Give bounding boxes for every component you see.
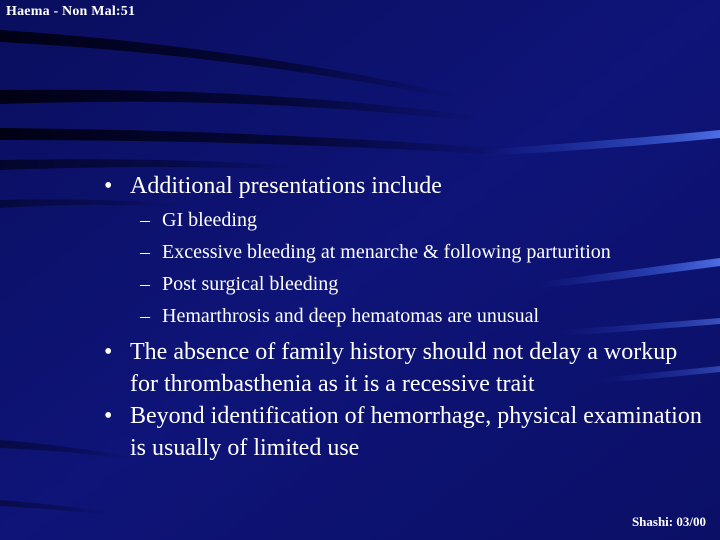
sub-bullet-item (100, 268, 710, 300)
sub-bullet-item (100, 204, 710, 236)
bullet-marker-icon: • (104, 403, 113, 429)
bullet-item (100, 170, 710, 202)
bullet-text: Beyond identification of hemorrhage, physical examination is usually of limited use (130, 403, 702, 461)
bullet-item (100, 336, 710, 400)
sub-bullet-text: Excessive bleeding at menarche & following parturition (162, 241, 611, 263)
bullet-text: Additional presentations include (130, 173, 442, 199)
bullet-marker-icon: • (104, 173, 113, 199)
sub-bullet-item (100, 236, 710, 268)
slide-header: Haema - Non Mal:51 (6, 4, 136, 19)
bullet-marker-icon: • (104, 339, 113, 365)
sub-bullet-item (100, 300, 710, 332)
slide-footer: Shashi: 03/00 (631, 514, 706, 529)
dash-marker-icon: – (140, 241, 150, 263)
slide-body (100, 170, 710, 464)
dash-marker-icon: – (140, 305, 150, 327)
dash-marker-icon: – (140, 209, 150, 231)
dash-marker-icon: – (140, 273, 150, 295)
sub-bullet-text: GI bleeding (162, 209, 257, 231)
sub-bullet-text: Post surgical bleeding (162, 273, 339, 295)
bullet-text: The absence of family history should not delay a workup for thrombasthenia as it is a recessive trait (130, 339, 678, 397)
bullet-item (100, 400, 710, 464)
sub-bullet-text: Hemarthrosis and deep hematomas are unusual (162, 305, 540, 327)
